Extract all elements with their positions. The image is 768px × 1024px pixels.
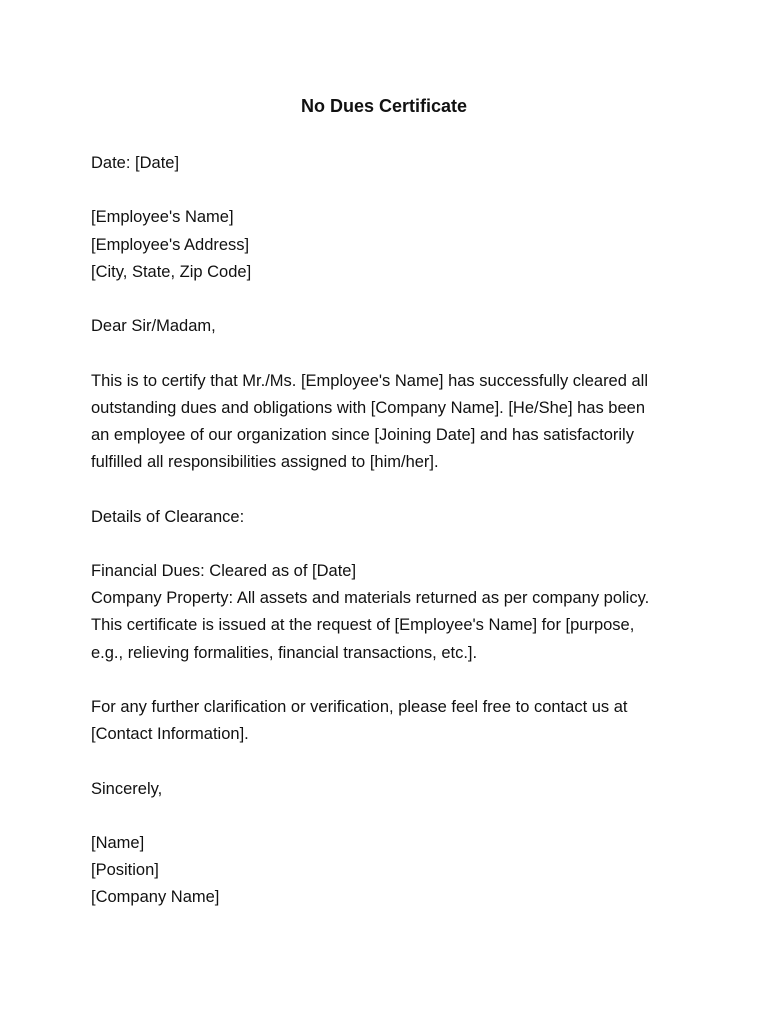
body-paragraph-line: This is to certify that Mr./Ms. [Employee's Name] has successfully cleared all bbox=[91, 371, 649, 390]
spacer bbox=[91, 177, 691, 204]
spacer bbox=[91, 476, 691, 503]
body-paragraph-line: fulfilled all responsibilities assigned to [him/her]. bbox=[91, 453, 439, 472]
spacer bbox=[91, 286, 691, 313]
body-paragraph-line: outstanding dues and obligations with [Company Name]. [He/She] has been bbox=[91, 398, 646, 417]
contact-line: [Contact Information]. bbox=[91, 725, 249, 744]
spacer bbox=[91, 531, 691, 558]
details-line: e.g., relieving formalities, financial transactions, etc.]. bbox=[91, 643, 478, 662]
document-title: No Dues Certificate bbox=[300, 96, 468, 116]
salutation: Dear Sir/Madam, bbox=[91, 317, 216, 336]
spacer bbox=[91, 667, 691, 694]
closing: Sincerely, bbox=[91, 779, 163, 798]
body-paragraph-line: an employee of our organization since [Joining Date] and has satisfactorily bbox=[91, 425, 634, 444]
signature-company: [Company Name] bbox=[91, 888, 220, 907]
spacer bbox=[91, 803, 691, 830]
signature-position: [Position] bbox=[91, 861, 159, 880]
details-line: This certificate is issued at the request of [Employee's Name] for [purpose, bbox=[91, 616, 635, 635]
spacer bbox=[91, 340, 691, 367]
details-line: Company Property: All assets and materials returned as per company policy. bbox=[91, 589, 650, 608]
recipient-address: [Employee's Address] bbox=[91, 235, 250, 254]
contact-line: For any further clarification or verification, please feel free to contact us at bbox=[91, 697, 628, 716]
spacer bbox=[91, 748, 691, 775]
document-body bbox=[91, 150, 691, 912]
recipient-name: [Employee's Name] bbox=[91, 208, 234, 227]
date-line: Date: [Date] bbox=[91, 154, 180, 172]
signature-name: [Name] bbox=[91, 833, 145, 852]
recipient-city-state-zip: [City, State, Zip Code] bbox=[91, 262, 252, 281]
details-heading: Details of Clearance: bbox=[91, 507, 245, 526]
details-line: Financial Dues: Cleared as of [Date] bbox=[91, 561, 357, 580]
